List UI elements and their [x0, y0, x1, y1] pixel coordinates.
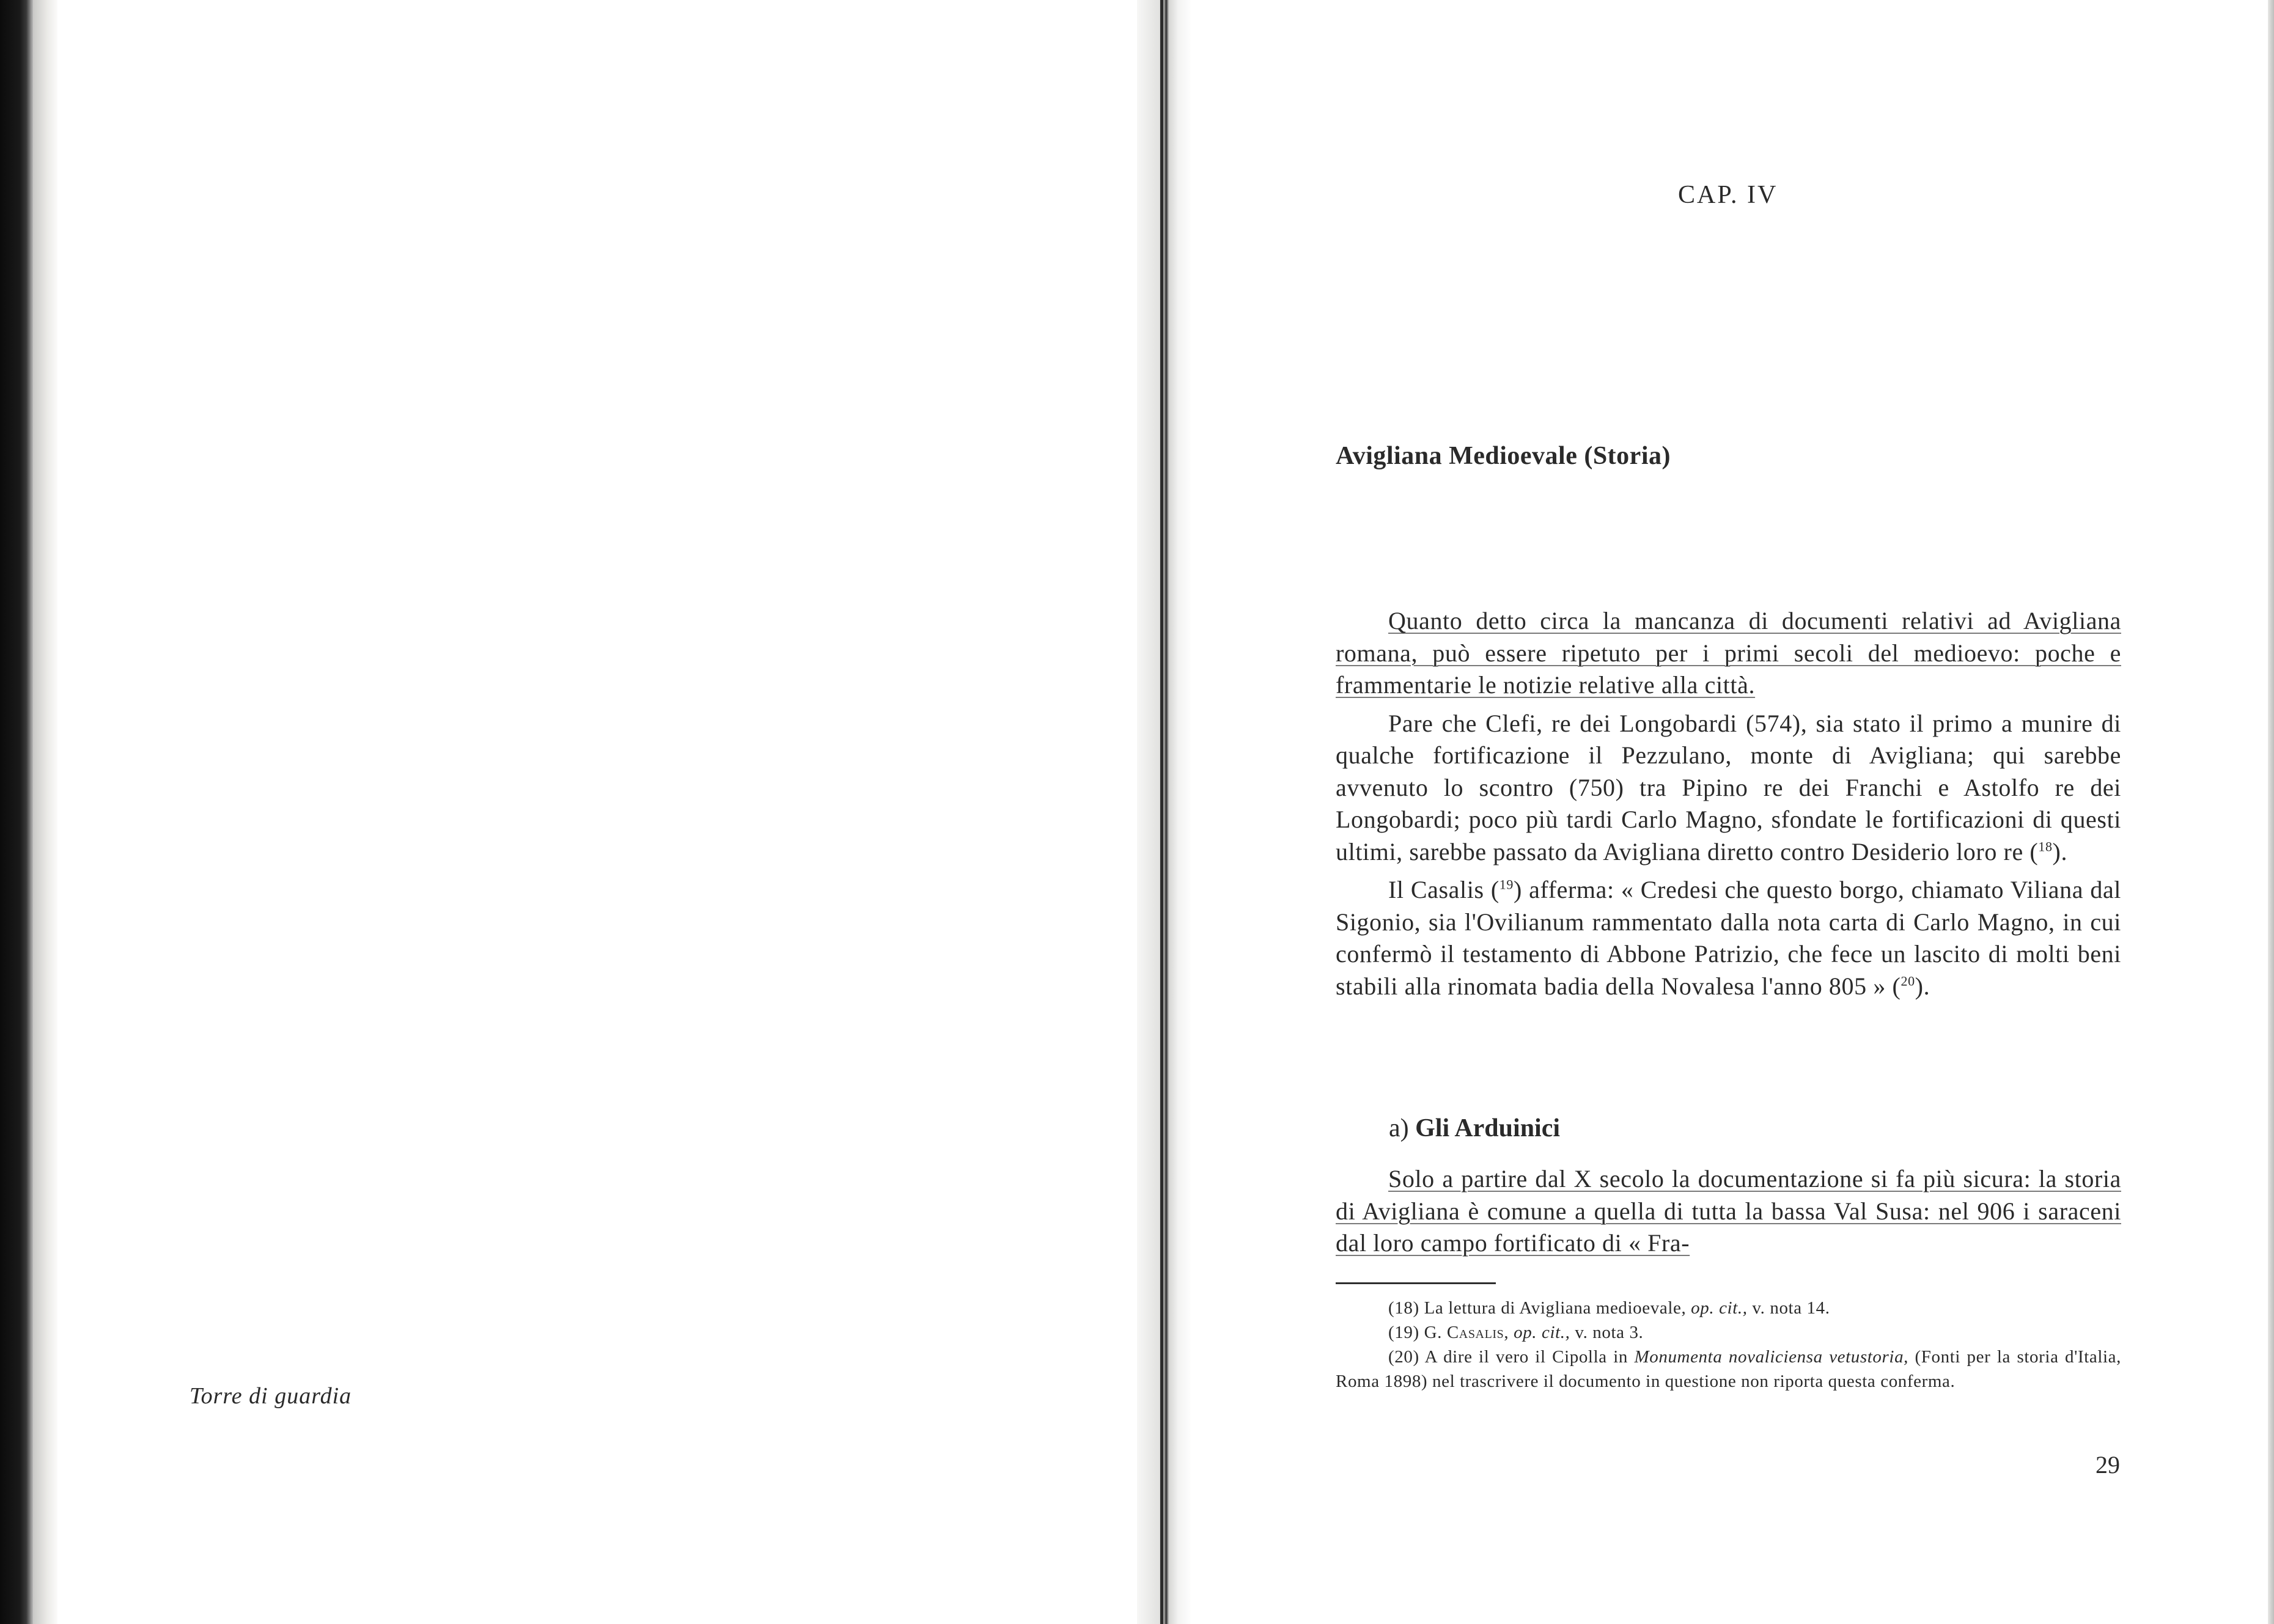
gutter-fold — [1160, 0, 1163, 1624]
paragraph-1: Quanto detto circa la mancanza di documenti relativi ad Avigliana romana, può essere ripetuto per i primi secoli del medioevo: poche e frammentarie le notizie relative alla città. — [1336, 607, 2121, 699]
left-page — [57, 0, 1161, 1624]
book-edge-right — [2268, 0, 2274, 1624]
book-edge-left — [0, 0, 33, 1624]
footnote-20: (20) A dire il vero il Cipolla in Monumenta novaliciensa vetustoria, (Fonti per la storia d'Italia, Roma 1898) nel trascrivere il documento in questione non riporta questa conferma. — [1336, 1347, 2121, 1391]
footnote-ref-20: 20 — [1901, 973, 1915, 989]
footnote-ref-18: 18 — [2038, 839, 2053, 854]
image-caption: Torre di guardia — [190, 1383, 352, 1409]
body-text-block — [1336, 605, 2121, 1002]
book-gutter — [1137, 0, 1192, 1624]
footnotes — [1336, 1296, 2121, 1394]
footnote-18: (18) La lettura di Avigliana medioevale, op. cit., v. nota 14. — [1388, 1298, 1830, 1318]
footnote-19: (19) G. Casalis, op. cit., v. nota 3. — [1388, 1323, 1644, 1342]
footnote-ref-19: 19 — [1499, 876, 1514, 892]
section-title: Avigliana Medioevale (Storia) — [1336, 442, 1671, 470]
paragraph-4: Solo a partire dal X secolo la documentazione si fa più sicura: la storia di Avigliana è comune a quella di tutta la bassa Val Susa: nel 906 i saraceni dal loro campo fortificato di « Fra- — [1336, 1165, 2121, 1257]
footnote-separator — [1336, 1282, 1496, 1284]
body-text-block-2 — [1336, 1163, 2121, 1260]
subsection-prefix: a) — [1389, 1114, 1409, 1142]
paragraph-2: Pare che Clefi, re dei Longobardi (574), sia stato il primo a munire di qualche fortificazione il Pezzulano, monte di Avigliana; qui sarebbe avvenuto lo scontro (750) tra Pipino re dei Franchi e Astolfo re dei Longobardi; poco più tardi Carlo Magno, sfondate le fortificazioni di questi ultimi, sarebbe passato da Avigliana diretto contro Desiderio loro re ($^{18}$). — [1336, 709, 2121, 865]
page-edge-shadow — [33, 0, 57, 1624]
subsection-heading — [1389, 1114, 1560, 1143]
page-number: 29 — [2096, 1451, 2120, 1479]
subsection-title: Gli Arduinici — [1415, 1114, 1561, 1142]
paragraph-3: Il Casalis ($^{19}$) affermа: « Credesi che questo borgo, chiamato Viliana dal Sigonio, sia l'Ovilianum rammentato dalla nota carta di Carlo Magno, in cui confermò il testamento di Abbone Patrizio, che fece un lascito di molti beni stabili alla rinomata badia della Novalesa l'anno 805 » ($^{20}$). — [1336, 876, 2122, 1000]
chapter-heading: CAP. IV — [1678, 181, 1778, 209]
